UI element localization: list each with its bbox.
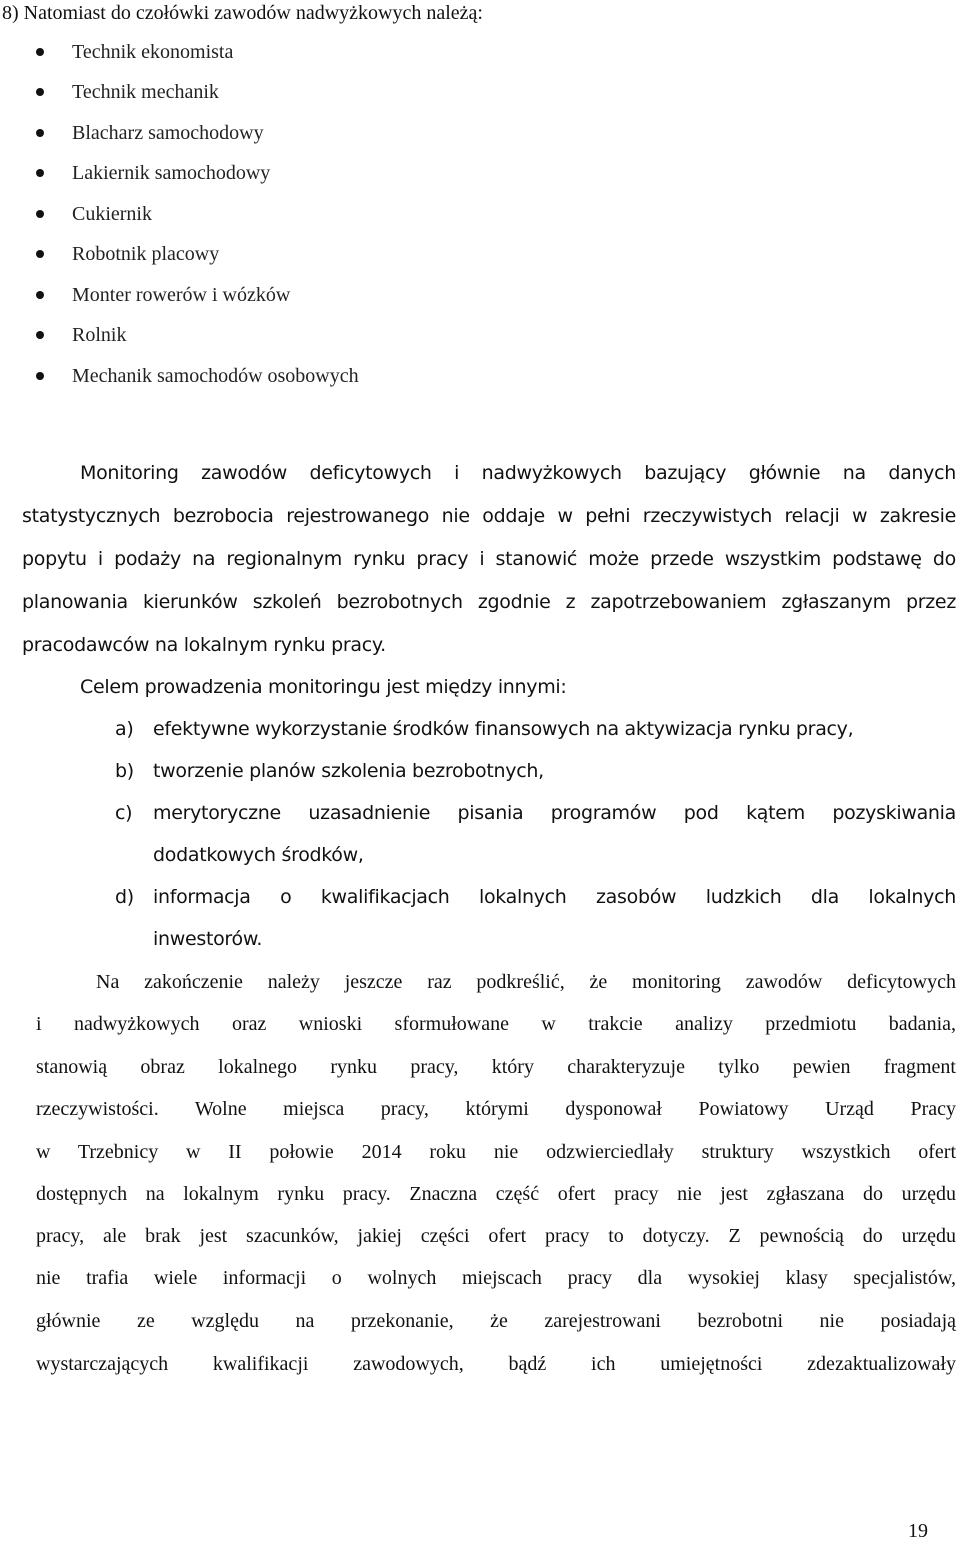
section-heading: 8) Natomiast do czołówki zawodów nadwyżkowych należą:: [2, 2, 483, 24]
bullet-icon: [36, 250, 44, 258]
paragraph-line: planowania kierunków szkoleń bezrobotnych zgodnie z zapotrzebowaniem zgłaszanym przez: [22, 591, 956, 613]
list-item-label: Cukiernik: [72, 203, 152, 225]
paragraph-line: głównie ze względu na przekonanie, że zarejestrowani bezrobotni nie posiadają: [36, 1310, 956, 1332]
paragraph-line: Na zakończenie należy jeszcze raz podkreślić, że monitoring zawodów deficytowych: [96, 971, 956, 993]
list-item-label: Blacharz samochodowy: [72, 122, 264, 144]
paragraph-line: pracodawców na lokalnym rynku pracy.: [22, 634, 386, 656]
bullet-icon: [36, 48, 44, 56]
page-number: 19: [908, 1520, 928, 1542]
paragraph-line: Monitoring zawodów deficytowych i nadwyżkowych bazujący głównie na danych: [80, 462, 956, 484]
list-item-label: Technik ekonomista: [72, 41, 234, 63]
list-item-text: inwestorów.: [153, 928, 263, 950]
paragraph-line: wystarczających kwalifikacji zawodowych, bądź ich umiejętności zdezaktualizowały: [36, 1353, 956, 1375]
paragraph-line: dostępnych na lokalnym rynku pracy. Znaczna część ofert pracy nie jest zgłaszana do urzędu: [36, 1183, 956, 1205]
paragraph-line: popytu i podaży na regionalnym rynku pracy i stanowić może przede wszystkim podstawę do: [22, 548, 956, 570]
list-item-text: informacja o kwalifikacjach lokalnych zasobów ludzkich dla lokalnych: [153, 886, 956, 908]
list-item-label: Monter rowerów i wózków: [72, 284, 291, 306]
list-item-text: tworzenie planów szkolenia bezrobotnych,: [153, 760, 544, 782]
bullet-icon: [36, 88, 44, 96]
list-marker: c): [115, 802, 133, 824]
bullet-icon: [36, 210, 44, 218]
list-item-label: Lakiernik samochodowy: [72, 162, 271, 184]
paragraph-line: rzeczywistości. Wolne miejsca pracy, którymi dysponował Powiatowy Urząd Pracy: [36, 1098, 956, 1120]
list-item-label: Technik mechanik: [72, 81, 219, 103]
bullet-icon: [36, 129, 44, 137]
paragraph-line: i nadwyżkowych oraz wnioski sformułowane w trakcie analizy przedmiotu badania,: [36, 1013, 956, 1035]
bullet-icon: [36, 291, 44, 299]
list-marker: b): [115, 760, 134, 782]
bullet-icon: [36, 331, 44, 339]
list-item-text: dodatkowych środków,: [153, 844, 364, 866]
paragraph-line: pracy, ale brak jest szacunków, jakiej części ofert pracy to dotyczy. Z pewnością do urzędu: [36, 1225, 956, 1247]
list-marker: a): [115, 718, 134, 740]
list-item-text: merytoryczne uzasadnienie pisania programów pod kątem pozyskiwania: [153, 802, 956, 824]
paragraph-line: statystycznych bezrobocia rejestrowanego nie oddaje w pełni rzeczywistych relacji w zakresie: [22, 505, 956, 527]
paragraph-line: w Trzebnicy w II połowie 2014 roku nie odzwierciedlały struktury wszystkich ofert: [36, 1141, 956, 1163]
list-item-text: efektywne wykorzystanie środków finansowych na aktywizacja rynku pracy,: [153, 718, 854, 740]
bullet-icon: [36, 169, 44, 177]
paragraph-intro: Celem prowadzenia monitoringu jest między innymi:: [80, 676, 567, 698]
list-item-label: Mechanik samochodów osobowych: [72, 365, 359, 387]
paragraph-line: nie trafia wiele informacji o wolnych miejscach pracy dla wysokiej klasy specjalistów,: [36, 1267, 956, 1289]
list-item-label: Rolnik: [72, 324, 127, 346]
list-item-label: Robotnik placowy: [72, 243, 220, 265]
bullet-icon: [36, 372, 44, 380]
paragraph-line: stanowią obraz lokalnego rynku pracy, który charakteryzuje tylko pewien fragment: [36, 1056, 956, 1078]
list-marker: d): [115, 886, 134, 908]
